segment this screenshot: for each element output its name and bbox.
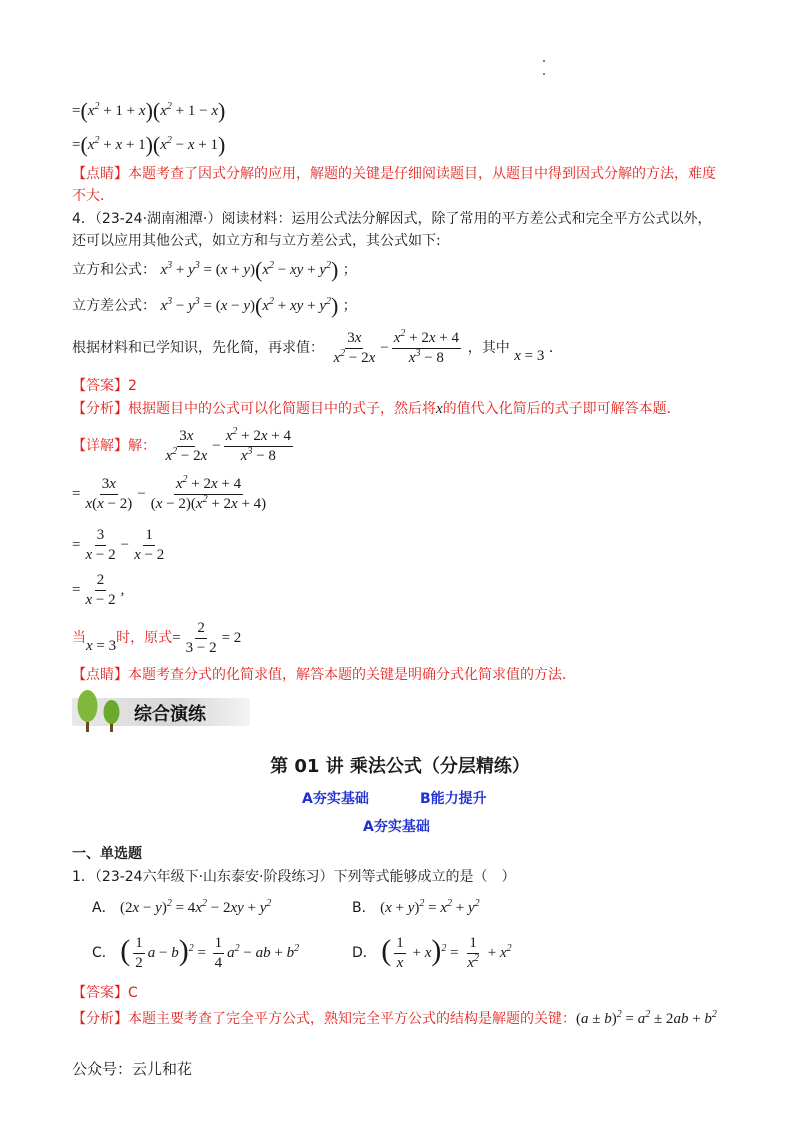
section-banner [72, 688, 250, 734]
level-b-link[interactable]: B能力提升 [420, 791, 487, 807]
dianjing-tag: 【点睛】 [72, 667, 128, 683]
footer-wechat: 公众号：云儿和花 [72, 1060, 193, 1078]
option-label: C． [92, 945, 116, 961]
tree-icon [74, 688, 130, 734]
lecture-title: 第 01 讲 乘法公式（分层精练） [270, 756, 530, 777]
dianjing-2 [72, 664, 576, 684]
q4-text-line-1: 4．（23-24·湖南湘潭·）阅读材料：运用公式法分解因式，除了常用的平方差公式和完全平方公式以外， [72, 211, 712, 227]
eval-text: 时，原式 [116, 629, 173, 646]
formula-label: 立方差公式： [72, 298, 156, 314]
analysis-tag: 【分析】 [72, 1011, 128, 1027]
q1-text: 1．（23-24六年级下·山东泰安·阶段练习）下列等式能够成立的是（ ） [72, 869, 516, 885]
option-d: D． ( $\frac{1}{x}$ + x)$^2$ = $\frac{1}{x^2}$ + $x^2$ [352, 934, 512, 972]
detail-tag: 【详解】 [72, 437, 128, 454]
solution-step-3: = $\frac{2}{x - 2}$ , [72, 572, 125, 608]
analysis-text: 本题主要考查了完全平方公式，熟知完全平方公式的结构是解题的关键： [128, 1011, 576, 1027]
question-text: ，其中 [467, 339, 510, 356]
dianjing-1-cont: 不大． [72, 188, 114, 204]
answer-value: 2 [128, 378, 137, 394]
question-text: ． [548, 339, 563, 356]
level-a-link[interactable]: A夯实基础 [302, 791, 369, 807]
analysis-var: x [436, 401, 443, 417]
banner-label: 综合演练 [134, 704, 206, 725]
dianjing-1 [72, 163, 716, 183]
formula-end: ； [342, 298, 357, 314]
level-a-heading: A夯实基础 [363, 819, 430, 835]
option-a: A． $(2x - y)^2 = 4x^2 - 2xy + y^2$ [92, 898, 272, 916]
formula-label: 立方和公式： [72, 262, 156, 278]
question-text: 根据材料和已学知识，先化简，再求值： [72, 339, 324, 356]
difference-of-cubes-formula: 立方差公式： $x^3 - y^3 = (x - y)(x^2$ + xy + $y^2$) ； [72, 293, 357, 318]
detailed-solution-start: 【详解】解： $\frac{3x}{x^2 - 2x}$ − $\frac{x^2 + 2x + 4}{x^3 - 8}$ [72, 426, 292, 464]
q4-text-line-2: 还可以应用其他公式，如立方和与立方差公式，其公式如下: [72, 233, 441, 249]
formula-end: ； [342, 262, 357, 278]
analysis-text: 的值代入化简后的式子即可解答本题． [442, 401, 681, 417]
detail-jie: 解： [128, 437, 156, 454]
analysis-4 [72, 398, 681, 418]
eval-dang: 当 [72, 629, 86, 646]
section-single-choice: 一、单选题 [72, 846, 142, 862]
analysis-text: 根据题目中的公式可以化简题目中的式子，然后将 [128, 401, 436, 417]
option-label: A． [92, 900, 116, 916]
corner-dot [543, 60, 545, 62]
analysis-1: 【分析】本题主要考查了完全平方公式，熟知完全平方公式的结构是解题的关键：$(a \pm b)^2 = a^2 \pm 2ab + b^2$ [72, 1009, 717, 1027]
answer-4 [72, 375, 137, 395]
answer-value: C [128, 985, 138, 1001]
q4-question: 根据材料和已学知识，先化简，再求值： $\frac{3x}{x^2 - 2x}$ − $\frac{x^2 + 2x + 4}{x^3 - 8}$ ，其中 x = 3 ． [72, 328, 563, 366]
analysis-tag: 【分析】 [72, 401, 128, 417]
answer-1 [72, 982, 138, 1002]
corner-dot [543, 73, 545, 75]
solution-line-1: $=(x^2 + 1 + x)(x^2 + 1 - x)$ [72, 98, 226, 123]
evaluation-line: 当x = 3时，原式= $\frac{2}{3 - 2}$ = 2 [72, 620, 242, 656]
option-c: C． ( $\frac{1}{2}$ a − b)$^2$ = $\frac{1}{4}$ $a^2$ − ab + $b^2$ [92, 934, 300, 972]
option-b: B． $(x + y)^2 = x^2 + y^2$ [352, 898, 480, 916]
sum-of-cubes-formula: 立方和公式： $x^3 + y^3 = (x + y)(x^2$ − xy + $y^2$) ； [72, 257, 357, 282]
option-label: D． [352, 945, 377, 961]
dianjing-tag: 【点睛】 [72, 166, 128, 182]
solution-step-2: = $\frac{3}{x - 2}$ − $\frac{1}{x - 2}$ [72, 527, 165, 563]
answer-tag: 【答案】 [72, 378, 128, 394]
solution-step-1: = $\frac{3x}{x(x - 2)}$ − $\frac{x^2 + 2x + 4}{(x - 2)(x^2 + 2x + 4)}$ [72, 474, 267, 512]
option-label: B． [352, 900, 376, 916]
dianjing-text: 本题考查了因式分解的应用，解题的关键是仔细阅读题目，从题目中得到因式分解的方法，难度 [128, 166, 716, 182]
answer-tag: 【答案】 [72, 985, 128, 1001]
solution-line-2: $=(x^2 + x + 1)(x^2 - x + 1)$ [72, 132, 226, 157]
dianjing-text: 本题考查分式的化简求值，解答本题的关键是明确分式化简求值的方法． [128, 667, 576, 683]
